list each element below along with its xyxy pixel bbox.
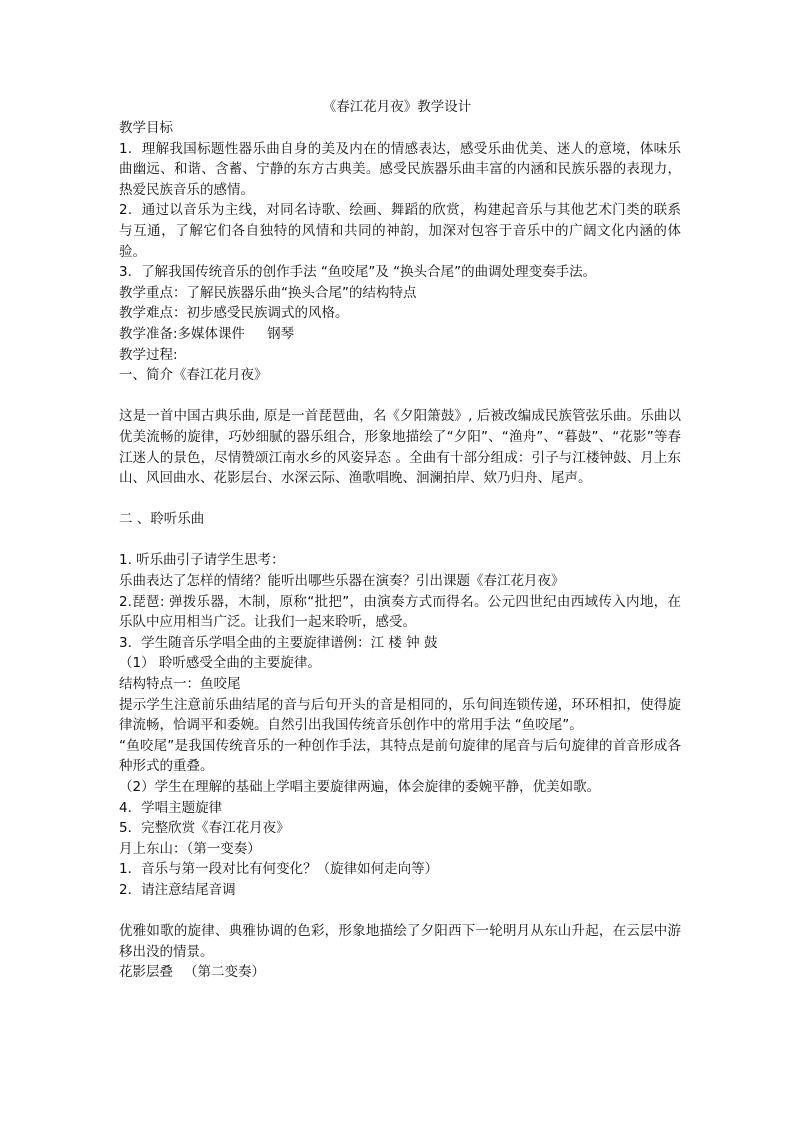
- paragraph: 乐曲表达了怎样的情绪？能听出哪些乐器在演奏？引出课题《春江花月夜》: [119, 573, 565, 590]
- paragraph-spacer: [119, 901, 681, 922]
- paragraph: 二 、聆听乐曲: [119, 511, 205, 528]
- document-body: [119, 118, 681, 983]
- paragraph: 结构特点一：鱼咬尾: [119, 676, 241, 693]
- paragraph: 5．完整欣赏《春江花月夜》: [119, 820, 290, 837]
- paragraph: 教学目标: [119, 120, 173, 136]
- paragraph: （2）学生在理解的基础上学唱主要旋律两遍，体会旋律的委婉平静，优美如歌。: [119, 779, 601, 795]
- paragraph: 1．理解我国标题性器乐曲自身的美及内在的情感表达，感受乐曲优美、迷人的意境，体味乐曲幽远、和谐、含蓄、宁静的东方古典美。感受民族器乐曲丰富的内涵和民族乐器的表现力，热爱民族音乐的感情。: [119, 140, 681, 198]
- paragraph: 2．通过以音乐为主线，对同名诗歌、绘画、舞蹈的欣赏，构建起音乐与其他艺术门类的联系与互通，了解它们各自独特的风情和共同的神韵，加深对包容于音乐中的广阔文化内涵的体验。: [119, 202, 681, 260]
- paragraph-spacer: [119, 386, 681, 407]
- paragraph: 3．学生随音乐学唱全曲的主要旋律谱例：江 楼 钟 鼓: [119, 634, 438, 651]
- paragraph-spacer: [119, 489, 681, 510]
- paragraph: 教学难点：初步感受民族调式的风格。: [119, 305, 349, 322]
- paragraph-spacer: [119, 530, 681, 551]
- paragraph: 教学准备:多媒体课件 钢琴: [119, 325, 295, 342]
- paragraph: 月上东山：（第一变奏）: [119, 840, 261, 857]
- paragraph: 花影层叠 （第二变奏）: [119, 964, 266, 981]
- paragraph: “鱼咬尾”是我国传统音乐的一种创作手法，其特点是前句旋律的尾音与后句旋律的首音形成各种形式的重叠。: [119, 737, 681, 775]
- paragraph: 一、简介《春江花月夜》: [119, 367, 268, 384]
- paragraph: 4．学唱主题旋律: [119, 799, 223, 816]
- paragraph: 3．了解我国传统音乐的创作手法 “鱼咬尾”及 “换头合尾”的曲调处理变奏手法。: [119, 264, 597, 281]
- paragraph: 1. 听乐曲引子请学生思考：: [119, 552, 285, 569]
- document-title: 《春江花月夜》教学设计: [322, 99, 472, 115]
- paragraph: 教学过程:: [119, 346, 178, 363]
- paragraph: 2.琵琶: 弹拨乐器，木制，原称“批把”，由演奏方式而得名。公元四世纪由西域传入内地，在乐队中应用相当广泛。让我们一起来聆听，感受。: [119, 593, 681, 631]
- paragraph: 教学重点：了解民族器乐曲“换头合尾”的结构特点: [119, 284, 417, 301]
- paragraph: 优雅如歌的旋律、典雅协调的色彩，形象地描绘了夕阳西下一轮明月从东山升起，在云层中游移出没的情景。: [119, 923, 681, 960]
- paragraph: 2．请注意结尾音调: [119, 881, 236, 898]
- paragraph: （1） 聆听感受全曲的主要旋律。: [119, 655, 321, 672]
- paragraph: 提示学生注意前乐曲结尾的音与后句开头的音是相同的，乐句间连锁传递，环环相扣，使得旋律流畅，恰调平和委婉。自然引出我国传统音乐创作中的常用手法 “鱼咬尾”。: [119, 696, 681, 734]
- paragraph: 这是一首中国古典乐曲, 原是一首琵琶曲，名《夕阳箫鼓》, 后被改编成民族管弦乐曲。乐曲以优美流畅的旋律，巧妙细腻的器乐组合，形象地描绘了“夕阳”、“渔舟”、“暮鼓”、“花影”等春江迷人的景色，尽情赞颂江南水乡的风姿异态 。全曲有十部分组成：引子与江楼钟鼓、月上东山、风回曲水、花影层台、水深云际、渔歌唱晚、洄澜拍岸、欸乃归舟、尾声。: [119, 408, 681, 487]
- paragraph: 1．音乐与第一段对比有何变化？（旋律如何走向等）: [119, 861, 439, 878]
